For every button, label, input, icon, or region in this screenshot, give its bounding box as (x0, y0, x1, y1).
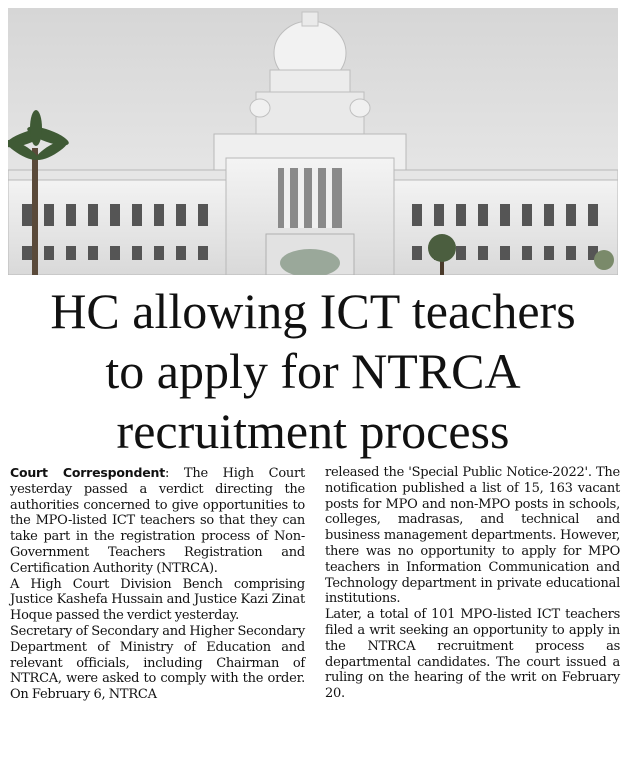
high-court-building-image (8, 8, 618, 275)
paragraph-text: : The High Court yesterday passed a verdict directing the authorities concerned to give opportunities to the MPO-listed ICT teachers so that they can take part in the registration process of Non- Government Teachers Registration and Certification Authority (NTRCA). (10, 466, 305, 576)
high-court-photo (8, 8, 618, 275)
article-column-right (325, 465, 620, 703)
article-column-left (10, 465, 305, 703)
headline-line-1: HC allowing ICT teachers (50, 283, 576, 339)
paragraph: Secretary of Secondary and Higher Secondary Department of Ministry of Education and relevant officials, including Chairman of NTRCA, were asked to comply with the order. On February 6, NTRCA (10, 623, 305, 703)
headline-line-2: to apply for NTRCA (105, 343, 521, 399)
headline-line-3: recruitment process (116, 403, 510, 459)
paragraph: Later, a total of 101 MPO-listed ICT teachers filed a writ seeking an opportunity to apply in the NTRCA recruitment process as departmental candidates. The court issued a ruling on the hearing of the writ on February 20. (325, 607, 620, 702)
paragraph: A High Court Division Bench comprising Justice Kashefa Hussain and Justice Kazi Zinat Hoque passed the verdict yesterday. (10, 576, 305, 624)
paragraph (10, 465, 305, 577)
article-body (10, 465, 620, 703)
byline: Court Correspondent (10, 465, 165, 480)
paragraph: released the 'Special Public Notice-2022'. The notification published a list of 15, 163 vacant posts for MPO and non-MPO posts in schools, colleges, madrasas, and technical and business management departments. However, there was no opportunity to apply for MPO teachers in Information Communication and Technology department in private educational institutions. (325, 465, 620, 607)
article-headline (8, 281, 618, 461)
